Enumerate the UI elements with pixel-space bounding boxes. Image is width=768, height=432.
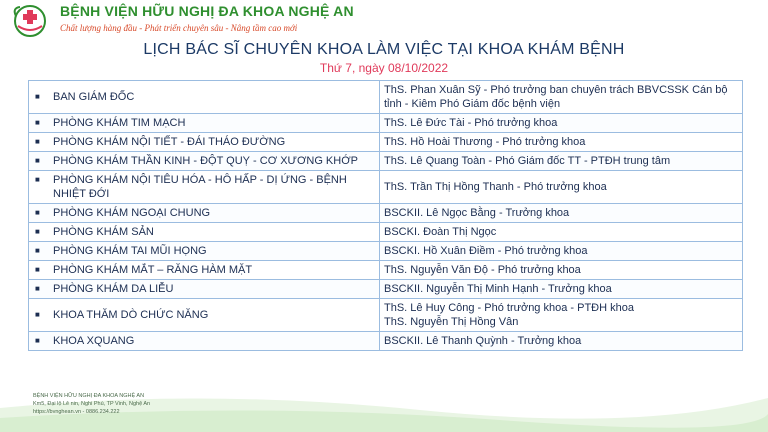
- page-title: LỊCH BÁC SĨ CHUYÊN KHOA LÀM VIỆC TẠI KHOA KHÁM BỆNH: [143, 41, 625, 58]
- bullet-icon: ■: [35, 156, 40, 165]
- department-name: PHÒNG KHÁM SẢN: [53, 226, 154, 238]
- department-cell: [29, 261, 380, 280]
- doctor-cell: ThS. Phan Xuân Sỹ - Phó trưởng ban chuyên trách BBVCSSK Cán bộ tỉnh - Kiêm Phó Giám đốc bệnh viện: [380, 81, 743, 114]
- department-cell: [29, 204, 380, 223]
- table-row: [29, 81, 743, 114]
- doctor-cell: BSCKII. Nguyễn Thị Minh Hạnh - Trưởng khoa: [380, 280, 743, 299]
- footer: [33, 392, 150, 416]
- table-row: [29, 171, 743, 204]
- page-subtitle-date: Thứ 7, ngày 08/10/2022: [319, 61, 449, 75]
- department-name: PHÒNG KHÁM MẮT – RĂNG HÀM MẶT: [53, 264, 253, 276]
- doctor-cell: BSCKI. Hồ Xuân Điềm - Phó trưởng khoa: [380, 242, 743, 261]
- doctor-cell: BSCKI. Đoàn Thị Ngọc: [380, 223, 743, 242]
- department-cell: [29, 152, 380, 171]
- footer-contact: https://bvnghean.vn - 0886.234.222: [33, 409, 120, 415]
- department-name: PHÒNG KHÁM THẦN KINH - ĐỘT QUỴ - CƠ XƯƠNG KHỚP: [53, 155, 358, 167]
- doctor-cell: ThS. Trần Thị Hồng Thanh - Phó trưởng khoa: [380, 171, 743, 204]
- table-row: [29, 133, 743, 152]
- department-cell: [29, 133, 380, 152]
- schedule-table: [28, 80, 743, 351]
- doctor-cell: ThS. Lê Huy Công - Phó trưởng khoa - PTĐH khoa ThS. Nguyễn Thị Hồng Vân: [380, 299, 743, 332]
- department-cell: [29, 114, 380, 133]
- bullet-icon: ■: [35, 284, 40, 293]
- doctor-cell: BSCKII. Lê Ngọc Bằng - Trưởng khoa: [380, 204, 743, 223]
- department-cell: [29, 332, 380, 351]
- doctor-cell: BSCKII. Lê Thanh Quỳnh - Trưởng khoa: [380, 332, 743, 351]
- bullet-icon: ■: [35, 265, 40, 274]
- table-row: [29, 299, 743, 332]
- table-row: [29, 332, 743, 351]
- department-cell: [29, 81, 380, 114]
- doctor-cell: ThS. Hồ Hoài Thương - Phó trưởng khoa: [380, 133, 743, 152]
- bullet-icon: ■: [35, 137, 40, 146]
- hospital-logo: [10, 4, 50, 38]
- department-cell: [29, 223, 380, 242]
- bullet-icon: ■: [35, 246, 40, 255]
- hospital-name: BỆNH VIỆN HỮU NGHỊ ĐA KHOA NGHỆ AN: [60, 3, 354, 19]
- doctor-cell: ThS. Nguyễn Văn Độ - Phó trưởng khoa: [380, 261, 743, 280]
- department-name: PHÒNG KHÁM NGOẠI CHUNG: [53, 207, 211, 219]
- bullet-icon: ■: [35, 227, 40, 236]
- bullet-icon: ■: [35, 118, 40, 127]
- bullet-icon: ■: [35, 336, 40, 345]
- table-row: [29, 152, 743, 171]
- department-name: PHÒNG KHÁM DA LIỄU: [53, 283, 174, 295]
- department-name: PHÒNG KHÁM TIM MẠCH: [53, 117, 186, 129]
- doctor-cell: ThS. Lê Quang Toàn - Phó Giám đốc TT - PTĐH trung tâm: [380, 152, 743, 171]
- department-name: PHÒNG KHÁM NỘI TIÊU HÓA - HÔ HẤP - DỊ ỨNG - BỆNH NHIỆT ĐỚI: [53, 174, 347, 200]
- hospital-slogan: Chất lượng hàng đầu - Phát triển chuyên sâu - Nâng tầm cao mới: [60, 23, 298, 33]
- bullet-icon: ■: [35, 175, 40, 184]
- bullet-icon: ■: [35, 310, 40, 319]
- department-cell: [29, 171, 380, 204]
- department-cell: [29, 299, 380, 332]
- department-name: KHOA XQUANG: [53, 335, 135, 347]
- table-row: [29, 223, 743, 242]
- bullet-icon: ■: [35, 92, 40, 101]
- department-name: PHÒNG KHÁM TAI MŨI HỌNG: [53, 245, 207, 257]
- doctor-cell: ThS. Lê Đức Tài - Phó trưởng khoa: [380, 114, 743, 133]
- bullet-icon: ■: [35, 208, 40, 217]
- footer-address: Km5, Đại lộ Lê nin, Nghi Phú, TP Vinh, Nghệ An: [33, 401, 151, 407]
- table-row: [29, 261, 743, 280]
- table-row: [29, 114, 743, 133]
- table-row: [29, 204, 743, 223]
- header: [0, 0, 768, 42]
- department-cell: [29, 242, 380, 261]
- table-row: [29, 280, 743, 299]
- department-name: KHOA THĂM DÒ CHỨC NĂNG: [53, 309, 209, 321]
- department-name: BAN GIÁM ĐỐC: [53, 91, 135, 103]
- footer-hospital-name: BỆNH VIỆN HỮU NGHỊ ĐA KHOA NGHỆ AN: [33, 393, 145, 399]
- department-cell: [29, 280, 380, 299]
- table-row: [29, 242, 743, 261]
- department-name: PHÒNG KHÁM NỘI TIẾT - ĐÁI THÁO ĐƯỜNG: [53, 136, 286, 148]
